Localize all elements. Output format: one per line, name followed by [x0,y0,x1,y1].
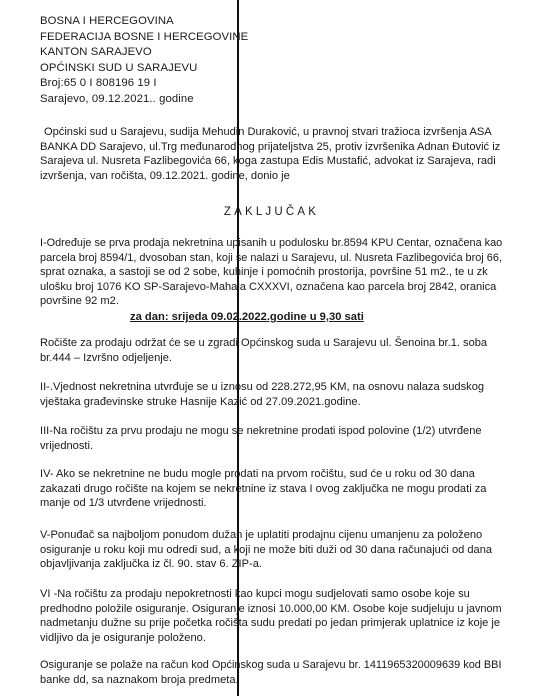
text-line: vještaka građevinske struke Hasnije Kazić od 27.09.2021.godine. [40,395,361,408]
text-line: vrijednosti. [40,439,94,452]
text-line: površine 92 m2. [40,295,119,308]
text-line: ulošku broj 1076 KO SP-Sarajevo-Mahala CXXXVI, označena kao parcela broj 2842, oranica [40,280,497,293]
document-title: ZAKLJUČAK [223,206,320,218]
section-5-paragraph [40,528,500,572]
section-2-paragraph [40,380,500,409]
hearing-date: za dan: srijeda 09.02.2022.godine u 9,30 sati [130,311,364,323]
text-line: Ročište za prodaju održat će se u zgradi Općinskog suda u Sarajevu ul. Šenoina br.1. soba [40,337,488,349]
section-6-paragraph [40,587,500,645]
text-line: V-Ponuđač sa najboljom ponudom dužan je uplatiti prodajnu cijenu umanjenu za položeno [40,529,483,541]
text-line: BANKA DD Sarajevo, ul.Trg međunarodnog prijateljstva 25, protiv izvršenika Adnan Đutović iz [40,140,501,153]
case-number: Broj:65 0 I 808196 19 I [40,77,157,90]
text-line: III-Na ročištu za prvu prodaju ne mogu se nekretnine prodati ispod polovine (1/2) utvrđene [40,425,482,437]
header-line: FEDERACIJA BOSNE I HERCEGOVINE [40,30,249,43]
text-line: nadmetanju dužne su prije početka ročišta sudu predati po jedan primjerak uplatnice iz koje je [40,617,501,630]
text-line: IV- Ako se nekretnine ne budu mogle prodati na prvom ročištu, sud će u roku od 30 dana [40,468,475,480]
text-line: II-.Vjednost nekretnina utvrđuje se u iznosu od 228.272,95 KM, na osnovu nalaza sudskog [40,381,485,393]
text-line: banke dd, sa naznakom broja predmeta. [40,673,239,686]
closing-paragraph [40,658,500,687]
section-3-paragraph [40,424,500,453]
intro-paragraph [40,125,500,183]
section-1-paragraph [40,236,503,309]
text-line: osiguranje u roku koji mu odredi sud, a koji ne može biti duži od 30 dana računajući od dana [40,543,493,556]
court-header [40,14,248,108]
text-line: Sarajeva ul. Nusreta Fazlibegovića 66, koga zastupa Edis Mustafić, advokat iz Sarajeva, radi [40,155,496,168]
header-line: OPĆINSKI SUD U SARAJEVU [40,61,198,74]
text-line: parcela broj 8594/1, dvosoban stan, koji se nalazi u Sarajevu, ul. Nusreta Fazlibegovića broj 66, [40,251,502,264]
text-line: VI -Na ročištu za prodaju nepokretnosti kao kupci mogu sudjelovati samo osobe koje su [40,588,470,600]
text-line: izvršenja, van ročišta, 09.12.2021. godine, donio je [40,169,290,182]
text-line: br.444 – Izvršno odjeljenje. [40,351,172,364]
text-line: predhodno položile osiguranje. Osiguranje iznosi 10.000,00 KM. Osobe koje sudjeluju u javnom [40,602,502,615]
text-line: objavljivanja zaključka iz čl. 90. stav 6. ZIP-a. [40,558,262,571]
text-line: zakazati drugo ročište na kojem se nekretnine iz stava I ovog zaključka ne mogu prodati za [40,482,487,495]
text-line: I-Određuje se prva prodaja nekretnina upisanih u podulosku br.8594 KPU Centar, označena kao [40,237,503,249]
venue-paragraph [40,336,500,365]
header-line: KANTON SARAJEVO [40,46,152,59]
text-line: manje od 1/3 utvrđene vrijednosti. [40,497,207,510]
document-date: Sarajevo, 09.12.2021.. godine [40,92,194,105]
text-line: Općinski sud u Sarajevu, sudija Mehudin Duraković, u pravnoj stvari tražioca izvršenja ASA [44,126,492,138]
text-line: Osiguranje se polaže na račun kod Općinskog suda u Sarajevu br. 1411965320009639 kod BBI [40,659,502,671]
text-line: sprat oznaka, a sastoji se od 2 sobe, kuhinje i pomoćnih prostorija, površine 51 m2., te u zk [40,266,488,279]
header-line: BOSNA I HERCEGOVINA [40,15,174,27]
section-4-paragraph [40,467,500,511]
text-line: vidljivo da je osiguranje položeno. [40,631,206,644]
